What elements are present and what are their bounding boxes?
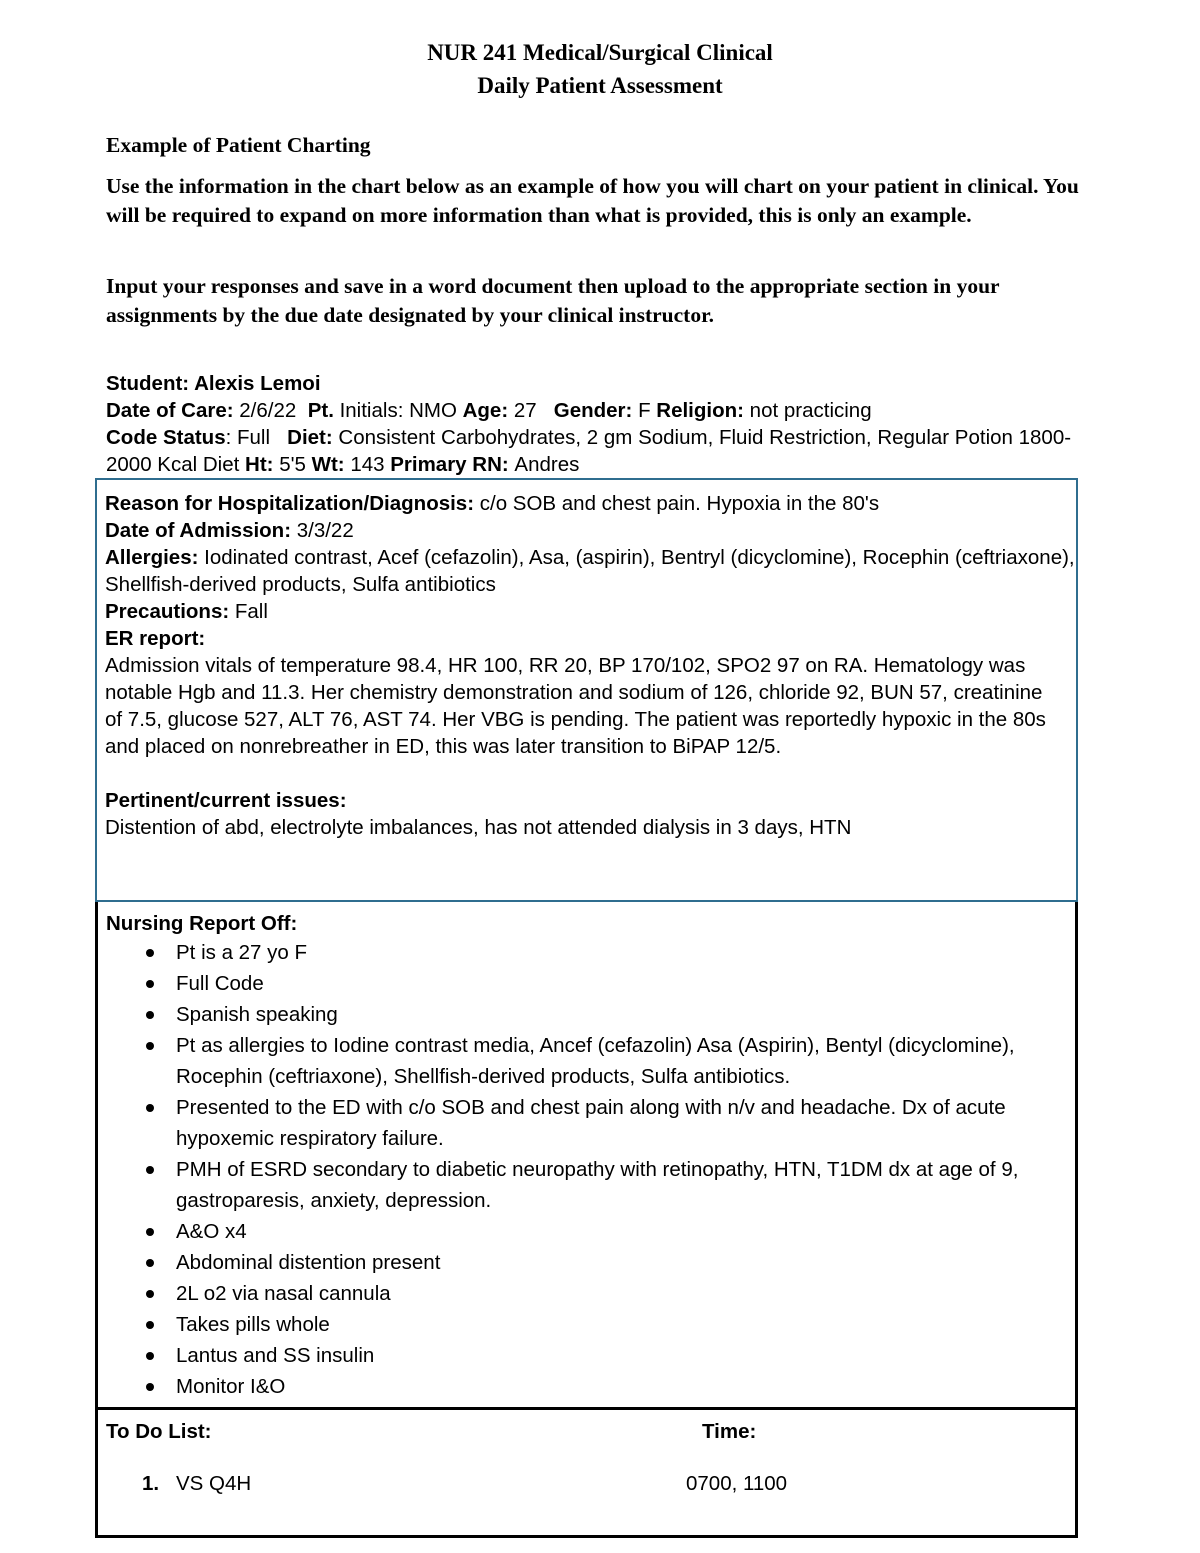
admission-line: Date of Admission: 3/3/22 bbox=[105, 519, 354, 542]
todo-item bbox=[106, 1470, 1075, 1500]
precautions-line: Precautions: Fall bbox=[105, 600, 268, 623]
code-status: : Full bbox=[225, 426, 276, 449]
todo-label: To Do List: bbox=[106, 1420, 212, 1443]
allergies-value: Iodinated contrast, Acef (cefazolin), Asa, (aspirin), Bentryl (dicyclomine), Rocephin (ceftriaxone), Shellfish-derived products, Sulfa antibiotics bbox=[105, 546, 1075, 596]
list-item: Pt is a 27 yo F bbox=[106, 937, 1075, 968]
title-line-2: Daily Patient Assessment bbox=[477, 73, 723, 98]
er-report-label: ER report: bbox=[105, 627, 206, 650]
time-label: Time: bbox=[702, 1420, 757, 1443]
primary-rn: Andres bbox=[514, 453, 580, 476]
document-title bbox=[0, 36, 1200, 102]
list-item: 2L o2 via nasal cannula bbox=[106, 1278, 1075, 1309]
reason-value: c/o SOB and chest pain. Hypoxia in the 80's bbox=[479, 492, 880, 515]
nursing-report-label: Nursing Report Off: bbox=[106, 912, 298, 935]
list-item: Lantus and SS insulin bbox=[106, 1340, 1075, 1371]
todo-header bbox=[106, 1418, 1075, 1448]
diet: Consistent Carbohydrates, 2 gm Sodium, Fluid Restriction, Regular Potion 1800-2000 Kcal Diet bbox=[106, 426, 1072, 476]
patient-initials: Initials: NMO bbox=[333, 399, 463, 422]
list-item: Monitor I&O bbox=[106, 1371, 1075, 1402]
date-of-care: 2/6/22 bbox=[239, 399, 297, 422]
intro-upload-instructions: Input your responses and save in a word document then upload to the appropriate section in your assignments by the due date designated by your clinical instructor. bbox=[106, 274, 1000, 327]
list-item: Takes pills whole bbox=[106, 1309, 1075, 1340]
reason-line: Reason for Hospitalization/Diagnosis: c/o SOB and chest pain. Hypoxia in the 80's bbox=[105, 492, 880, 515]
admission-date: 3/3/22 bbox=[296, 519, 354, 542]
list-item: A&O x4 bbox=[106, 1216, 1075, 1247]
todo-number: 1. bbox=[142, 1472, 160, 1495]
list-item: Pt as allergies to Iodine contrast media, Ancef (cefazolin) Asa (Aspirin), Bentyl (dicyclomine), Rocephin (ceftriaxone), Shellfish-derived products, Sulfa antibiotics. bbox=[106, 1030, 1075, 1092]
todo-box bbox=[95, 1410, 1078, 1538]
intro-heading: Example of Patient Charting bbox=[106, 133, 371, 157]
issues-text: Distention of abd, electrolyte imbalances, has not attended dialysis in 3 days, HTN bbox=[105, 816, 852, 839]
patient-age: 27 bbox=[513, 399, 543, 422]
nursing-report-list bbox=[106, 937, 1075, 1402]
student-line: Student: Alexis Lemoi bbox=[106, 372, 321, 395]
list-item: Abdominal distention present bbox=[106, 1247, 1075, 1278]
todo-task: VS Q4H bbox=[176, 1472, 252, 1495]
precautions-value: Fall bbox=[234, 600, 268, 623]
list-item: PMH of ESRD secondary to diabetic neuropathy with retinopathy, HTN, T1DM dx at age of 9, gastroparesis, anxiety, depression. bbox=[106, 1154, 1075, 1216]
patient-info bbox=[106, 370, 1096, 478]
intro-instructions: Use the information in the chart below as an example of how you will chart on your patient in clinical. You will be required to expand on more information than what is provided, this is only an example. bbox=[106, 174, 1079, 227]
weight: 143 bbox=[350, 453, 391, 476]
hospitalization-box bbox=[95, 478, 1078, 902]
patient-religion: not practicing bbox=[749, 399, 872, 422]
er-report-text: Admission vitals of temperature 98.4, HR 100, RR 20, BP 170/102, SPO2 97 on RA. Hematology was notable Hgb and 11.3. Her chemistry demonstration and sodium of 126, chloride 92, BUN 57, creatinine of 7.5, glucose 527, ALT 76, AST 74. Her VBG is pending. The patient was reportedly hypoxic in the 80s and placed on nonrebreather in ED, this was later transition to BiPAP 12/5. bbox=[105, 654, 1046, 758]
code-diet-line: Code Status: Full Diet: Consistent Carbohydrates, 2 gm Sodium, Fluid Restriction, Regular Potion 1800-2000 Kcal Diet Ht: 5'5 Wt: 143 Primary RN: Andres bbox=[106, 426, 1072, 476]
title-line-1: NUR 241 Medical/Surgical Clinical bbox=[427, 40, 773, 65]
list-item: Spanish speaking bbox=[106, 999, 1075, 1030]
allergies-line: Allergies: Iodinated contrast, Acef (cefazolin), Asa, (aspirin), Bentryl (dicyclomine), Rocephin (ceftriaxone), Shellfish-derived products, Sulfa antibiotics bbox=[105, 546, 1075, 596]
height: 5'5 bbox=[279, 453, 312, 476]
patient-gender: F bbox=[638, 399, 657, 422]
todo-time: 0700, 1100 bbox=[686, 1472, 788, 1495]
student-name: Alexis Lemoi bbox=[194, 372, 321, 395]
demographics-line: Date of Care: 2/6/22 Pt. Initials: NMO Age: 27 Gender: F Religion: not practicing bbox=[106, 399, 872, 422]
nursing-report-box bbox=[95, 902, 1078, 1410]
list-item: Full Code bbox=[106, 968, 1075, 999]
issues-label: Pertinent/current issues: bbox=[105, 789, 347, 812]
list-item: Presented to the ED with c/o SOB and chest pain along with n/v and headache. Dx of acute hypoxemic respiratory failure. bbox=[106, 1092, 1075, 1154]
